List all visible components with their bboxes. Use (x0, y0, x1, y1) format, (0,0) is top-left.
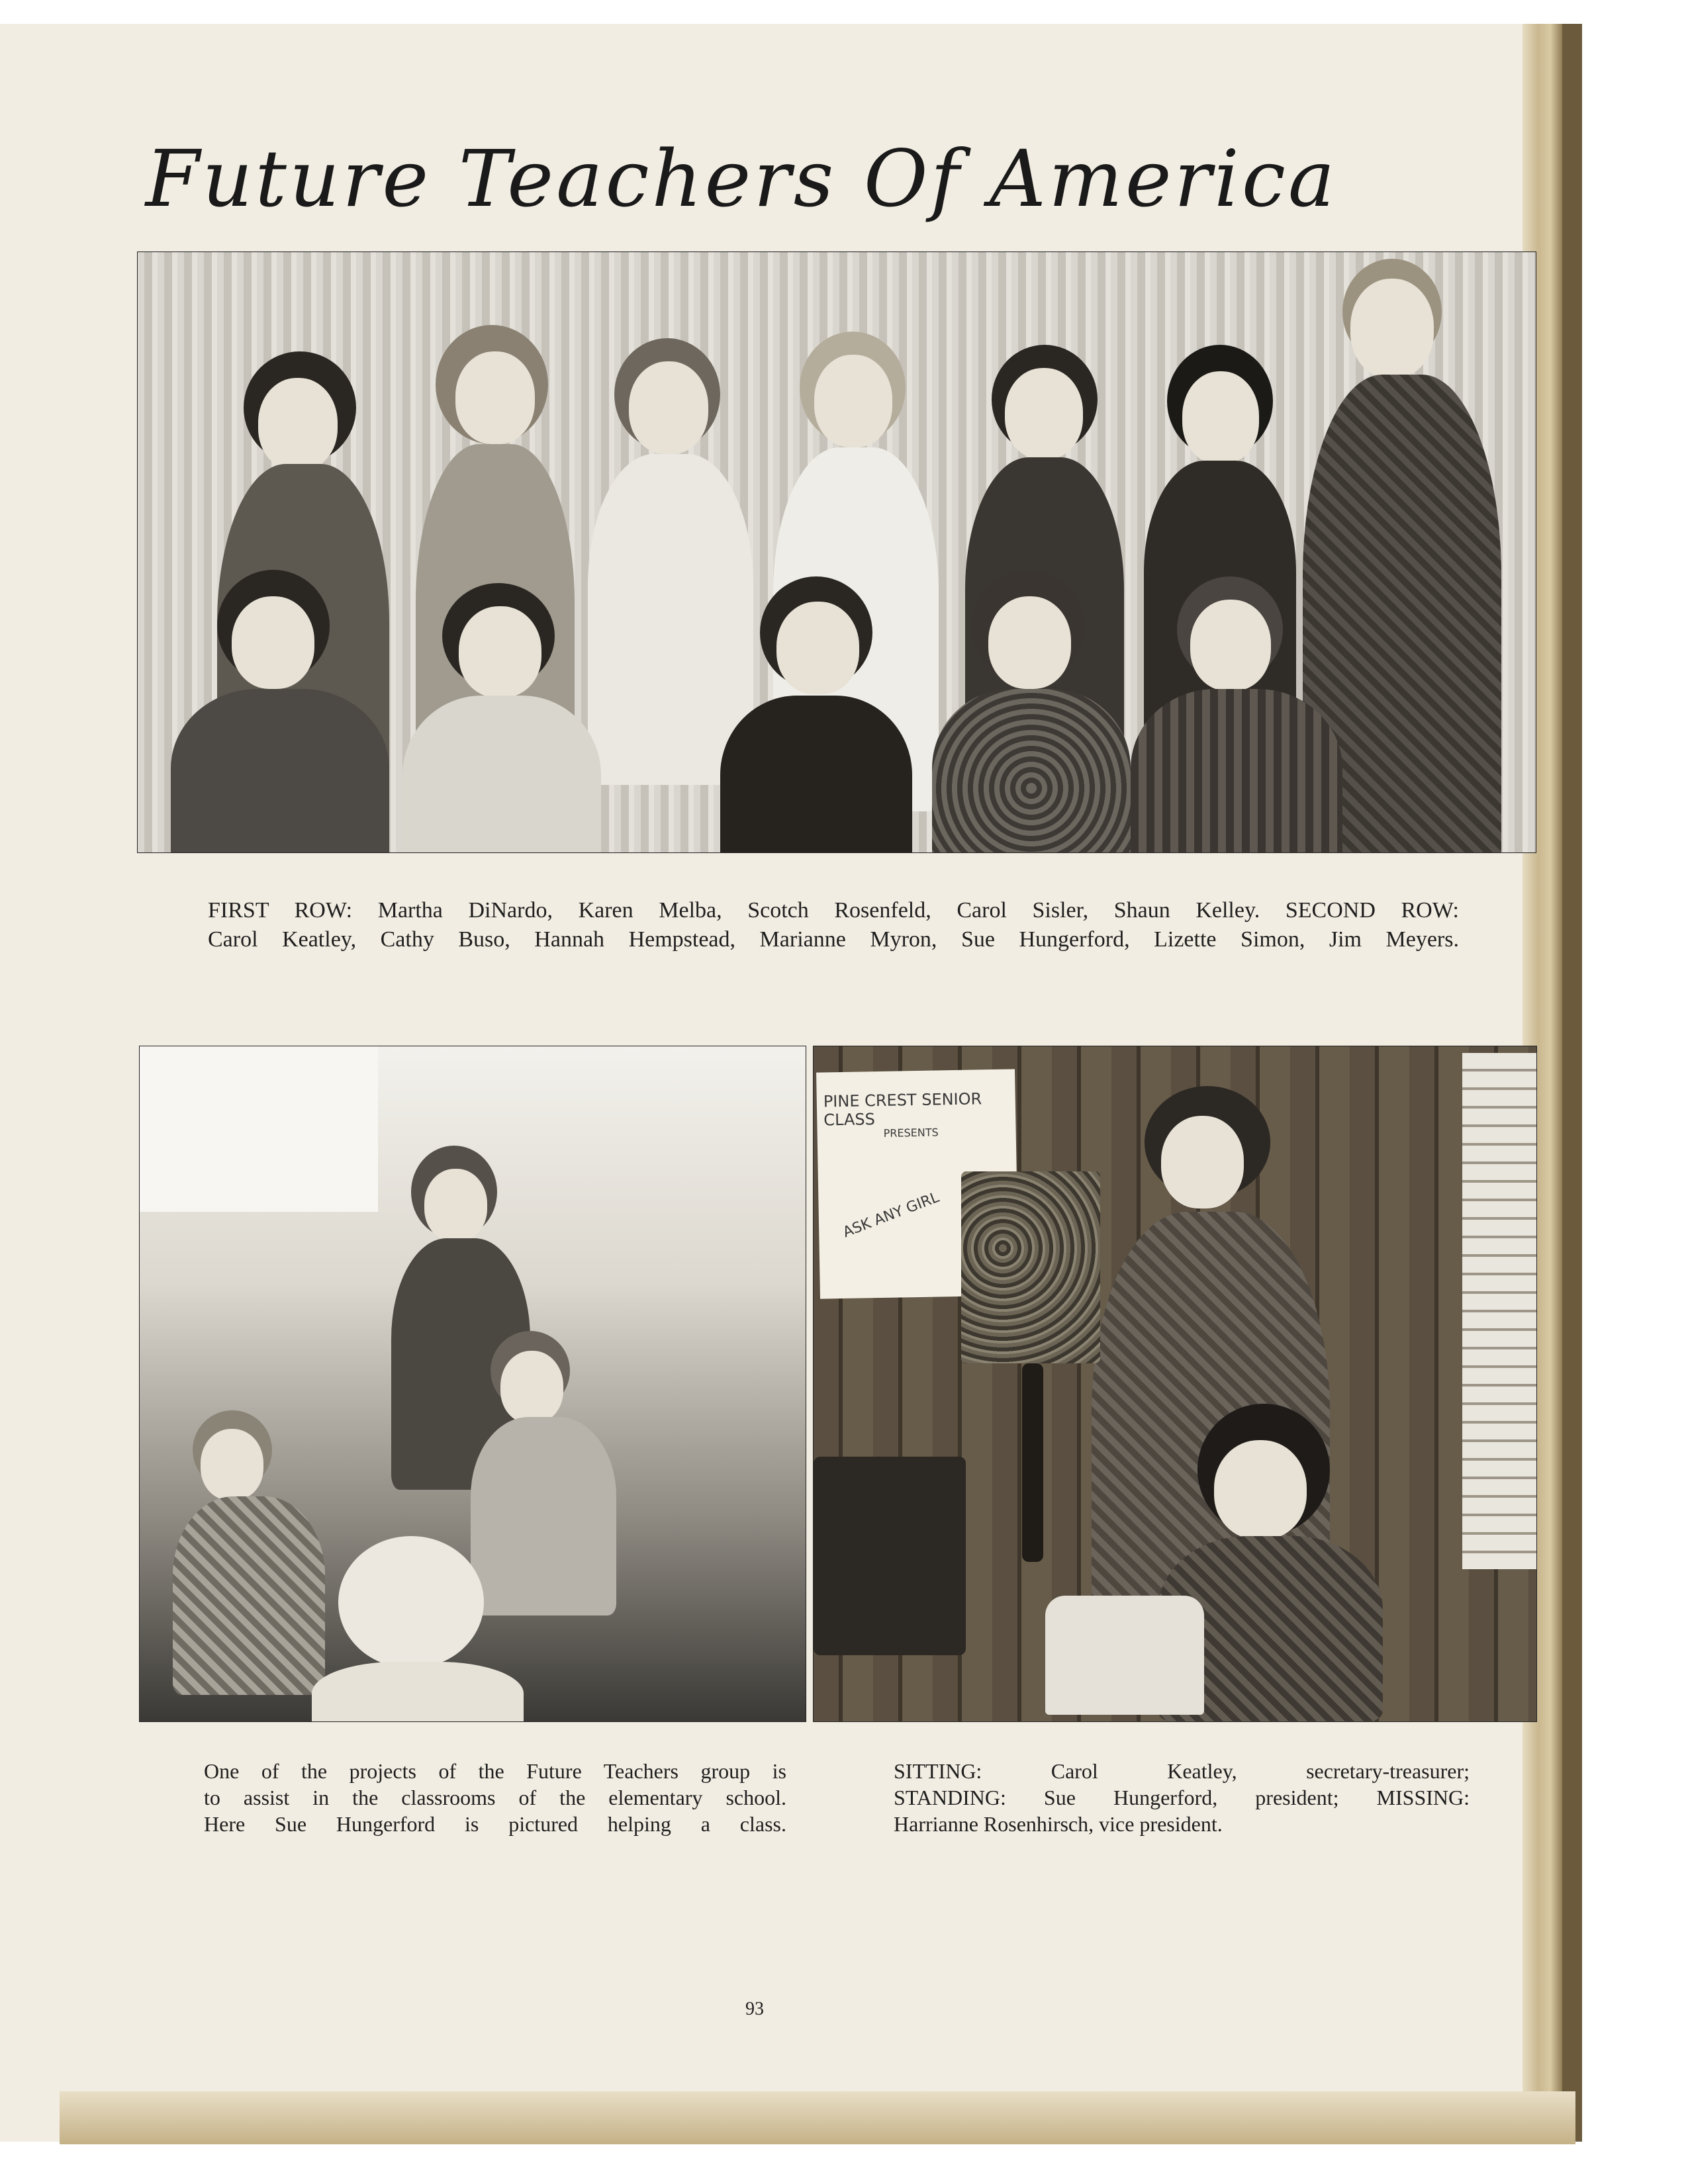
sign-play-title: ASK ANY GIRL (841, 1189, 942, 1242)
caption-line: Here Sue Hungerford is pictured helping a class. (204, 1812, 786, 1836)
classroom-wall (140, 1046, 378, 1212)
caption-line: Harrianne Rosenhirsch, vice president. (894, 1812, 1223, 1836)
group-photo-caption (208, 896, 1459, 954)
lamp-base (1022, 1363, 1043, 1562)
officers-photo-caption (894, 1758, 1470, 1837)
caption-line: STANDING: Sue Hungerford, president; MISSING: (894, 1786, 1470, 1809)
book-binding (1562, 24, 1582, 2142)
window (1462, 1053, 1537, 1569)
classroom-photo (139, 1046, 806, 1722)
page-title: Future Teachers Of America (145, 133, 1338, 224)
caption-line: to assist in the classrooms of the elementary school. (204, 1786, 786, 1809)
caption-line: SITTING: Carol Keatley, secretary-treasurer; (894, 1759, 1470, 1783)
caption-line: FIRST ROW: Martha DiNardo, Karen Melba, Scotch Rosenfeld, Carol Sisler, Shaun Kelley. SECOND ROW: (208, 898, 1459, 923)
page-number: 93 (745, 1999, 764, 2019)
page-bottom-edge (60, 2091, 1575, 2144)
group-photo (137, 251, 1536, 853)
lamp-shade (961, 1171, 1100, 1363)
sign-heading: PINE CREST SENIOR CLASS (823, 1089, 982, 1130)
caption-line: Carol Keatley, Cathy Buso, Hannah Hempstead, Marianne Myron, Sue Hungerford, Lizette Simon, Jim Meyers. (208, 927, 1459, 952)
caption-line: One of the projects of the Future Teachers group is (204, 1759, 786, 1783)
classroom-photo-caption (204, 1758, 786, 1837)
sign-presents: PRESENTS (883, 1126, 939, 1140)
